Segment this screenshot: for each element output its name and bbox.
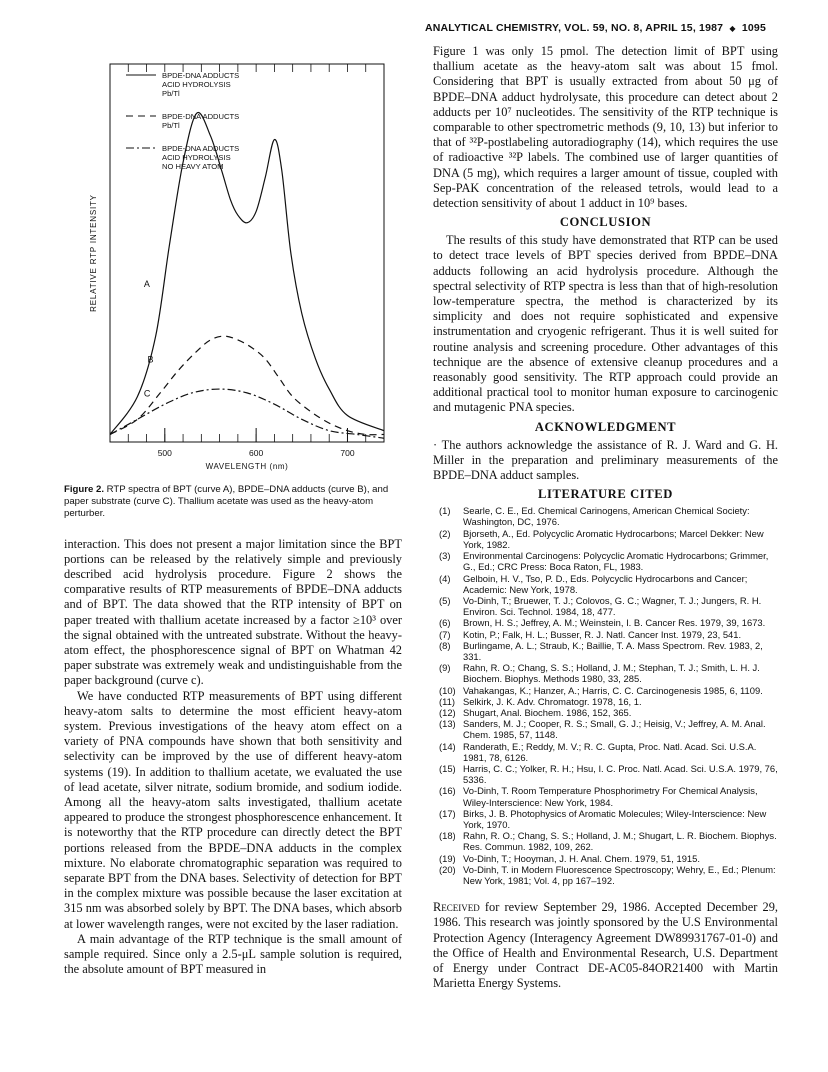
y-axis-label: RELATIVE RTP INTENSITY [89, 194, 98, 312]
rtp-spectra-chart [64, 44, 402, 484]
reference-text: Brown, H. S.; Jeffrey, A. M.; Weinstein, I. B. Cancer Res. 1979, 39, 1673. [463, 617, 766, 629]
reference-number: (15) [439, 762, 456, 774]
reference-text: Vo-Dinh, T.; Bruewer, T. J.; Colovos, G. C.; Wagner, T. J.; Jungers, R. H. Environ. Sci. Technol. 1984, 18, 477. [463, 594, 762, 618]
legend-text: ACID HYDROLYSIS [162, 80, 231, 89]
left-paragraph-1: interaction. This does not present a major limitation since the BPT portions can be released by the relatively simple and previously described acid hydrolysis procedure. Figure 2 shows the comparative results of RTP measurements of BPDE–DNA adducts and of BPT. The data showed that the RTP intensity of BPT on paper treated with thallium acetate increased by a factor ≥10³ over the signal obtained with the untreated substrate. Without the heavy-atom effect, the phosphorescence signal of BPT on Whatman 42 paper substrate was extremely weak and undistinguishable from the paper background (curve c). [64, 536, 402, 688]
reference-item [433, 853, 778, 864]
page-number: 1095 [741, 22, 766, 34]
reference-number: (17) [439, 807, 456, 819]
reference-text: Sanders, M. J.; Cooper, R. S.; Small, G. J.; Heisig, V.; Jeffrey, A. M. Anal. Chem. 1985, 57, 1148. [463, 718, 766, 741]
legend-text: Pb/Tl [162, 121, 180, 130]
reference-item [433, 617, 778, 628]
reference-text: Vo-Dinh, T. in Modern Fluorescence Spectroscopy; Wehry, E., Ed.; Plenum: New York, 1981; Vol. 4, pp 167–192. [463, 863, 776, 886]
reference-item [433, 662, 778, 684]
reference-item [433, 595, 778, 617]
conclusion-heading: CONCLUSION [559, 215, 652, 230]
reference-text: Rahn, R. O.; Chang, S. S.; Holland, J. M.; Stephan, T. J.; Smith, L. H. J. Biochem. Biophys. Methods 1980, 33, 285. [463, 662, 760, 685]
reference-number: (12) [439, 706, 456, 718]
reference-number: (3) [439, 550, 451, 562]
reference-item [433, 573, 778, 595]
curve-b [110, 336, 384, 435]
reference-item [433, 830, 778, 852]
plot-frame [110, 64, 384, 442]
left-column [64, 44, 402, 978]
curve-label-b: B [147, 354, 154, 365]
reference-item [433, 718, 778, 740]
right-intro-paragraph: Figure 1 was only 15 pmol. The detection limit of BPT using thallium acetate as the heavy-atom salt was about 15 fmol. Considering that BPT is usually extracted from about 50 μg of BPDE–DNA adduct hydrolysate, this procedure can detect about 2 adducts per 10⁷ nucleotides. The sensitivity of the RTP technique is comparable to other spectrometric methods (9, 10, 13) but inferior to that of ³²P-postlabeling autoradiography (14), which requires the use of radioactive ³²P labels. The combined use of larger quantities of DNA (5 mg), which requires a larger amount of tissue, coupled with Sep-PAK concentration of the released tetrols, would lead to a detection sensitivity of about 1 adduct in 10⁹ bases. [433, 44, 778, 211]
reference-item [433, 640, 778, 662]
reference-number: (5) [439, 594, 451, 606]
reference-text: Burlingame, A. L.; Straub, K.; Baillie, T. A. Mass Spectrom. Rev. 1983, 2, 331. [463, 639, 763, 662]
reference-text: Vahakangas, K.; Hanzer, A.; Harris, C. C. Carcinogenesis 1985, 6, 1109. [463, 684, 763, 696]
reference-number: (18) [439, 830, 456, 842]
reference-number: (9) [439, 662, 451, 674]
legend-text: BPDE-DNA ADDUCTS [162, 71, 240, 80]
figure-2 [64, 44, 402, 484]
reference-number: (19) [439, 852, 456, 864]
legend-text: NO HEAVY ATOM [162, 162, 224, 171]
reference-text: Shugart, Anal. Biochem. 1986, 152, 365. [463, 706, 632, 718]
right-column [433, 44, 778, 991]
reference-number: (20) [439, 863, 456, 875]
reference-item [433, 696, 778, 707]
conclusion-paragraph: The results of this study have demonstrated that RTP can be used to detect trace levels of BPT species derived from BPDE–DNA adducts following an acid hydrolysis procedure. Although the spectral selectivity of RTP spectra is less than that of high-resolution low-temperature spectra, the method is characterized by its simplicity and does not require sophisticated and expensive instrumentation and cryogenic refrigerant. Thus it is well suited for routine analysis and screening procedure. Other advantages of this technique are the absence of extensive cleanup procedures and a reasonably good sensitivity. The RTP approach could provide an additional practical tool to monitor human exposure to carcinogenic and mutagenic PNA species. [433, 233, 778, 415]
reference-number: (10) [439, 684, 456, 696]
reference-item [433, 505, 778, 527]
reference-item [433, 550, 778, 572]
reference-item [433, 808, 778, 830]
x-tick-label: 700 [340, 448, 355, 458]
reference-item [433, 785, 778, 807]
x-tick-label: 600 [249, 448, 264, 458]
journal-citation: ANALYTICAL CHEMISTRY, VOL. 59, NO. 8, APRIL 15, 1987 [424, 22, 724, 34]
running-header [425, 22, 766, 34]
reference-number: (1) [439, 505, 451, 517]
reference-number: (6) [439, 617, 451, 629]
reference-number: (8) [439, 639, 451, 651]
figure-caption [64, 484, 402, 521]
left-paragraph-3: A main advantage of the RTP technique is the small amount of sample required. Since only a 2.5-μL sample solution is required, the absolute amount of BPT measured in [64, 931, 402, 977]
reference-item [433, 707, 778, 718]
reference-item [433, 763, 778, 785]
reference-text: Harris, C. C.; Yolker, R. H.; Hsu, I. C. Proc. Natl. Acad. Sci. U.S.A. 1979, 76, 5336. [463, 762, 778, 786]
bullet-icon: ◆ [729, 24, 736, 33]
legend-text: BPDE-DNA ADDUCTS [162, 144, 240, 153]
reference-item [433, 685, 778, 696]
received-label: Received [433, 900, 480, 915]
reference-number: (16) [439, 785, 456, 797]
reference-text: Randerath, E.; Reddy, M. V.; R. C. Gupta, Proc. Natl. Acad. Sci. U.S.A. 1981, 78, 6126. [463, 740, 757, 763]
left-paragraph-2: We have conducted RTP measurements of BPT using different heavy-atom salts to determine the most efficient heavy-atom system. Previous investigations of the heavy atom effect on a variety of PNA compounds have shown that both sensitivity and selectivity can be improved by the use of different heavy-atom systems (19). In addition to thallium acetate, we evaluated the use of lead acetate, silver nitrate, sodium bromide, and sodium iodide. Among all the heavy-atom salts investigated, thallium acetate appeared to produce the strongest phosphorescence enhancement. It is noteworthy that the RTP procedure can directly detect the BPT portions released from the BPDE–DNA adducts in the complex mixture. No elaborate chromatographic separation was required to separate BPT from the DNA bases. Selectivity of detection for BPT in the complex mixture was possible because the laser excitation at 315 nm was absorbed solely by BPT. The DNA bases, which absorb at lower wavelength ranges, were not excited by the laser radiation. [64, 688, 402, 931]
reference-number: (11) [439, 695, 455, 707]
reference-text: Searle, C. E., Ed. Chemical Carinogens, American Chemical Society: Washington, DC, 1976. [463, 505, 750, 528]
curve-c [110, 389, 384, 438]
reference-text: Birks, J. B. Photophysics of Aromatic Molecules; Wiley-Interscience: New York, 1970. [463, 807, 767, 830]
reference-number: (2) [439, 527, 451, 539]
reference-number: (4) [439, 572, 451, 584]
reference-text: Kotin, P.; Falk, H. L.; Busser, R. J. Natl. Cancer Inst. 1979, 23, 541. [463, 628, 742, 640]
received-note [433, 900, 778, 991]
literature-heading: LITERATURE CITED [538, 487, 673, 502]
reference-number: (7) [439, 628, 451, 640]
legend-text: Pb/Tl [162, 89, 180, 98]
reference-item [433, 864, 778, 886]
reference-text: Gelboin, H. V., Tso, P. D., Eds. Polycyclic Hydrocarbons and Cancer; Academic: New York, 1978. [463, 572, 748, 595]
reference-list [433, 505, 778, 886]
acknowledgment-paragraph: · The authors acknowledge the assistance of R. J. Ward and G. H. Miller in the preparation and preliminary measurements of the BPDE–DNA adduct samples. [433, 437, 778, 483]
x-axis-label: WAVELENGTH (nm) [205, 462, 289, 471]
reference-text: Rahn, R. O.; Chang, S. S.; Holland, J. M.; Shugart, L. R. Biochem. Biophys. Res. Commun. 1982, 109, 262. [463, 830, 777, 853]
caption-label: Figure 2. [64, 484, 104, 495]
reference-item [433, 528, 778, 550]
curve-label-a: A [143, 279, 150, 290]
curve-label-c: C [143, 388, 151, 399]
reference-text: Environmental Carcinogens: Polycyclic Aromatic Hydrocarbons; Grimmer, G., Ed.; CRC Press: Boca Raton, FL, 1983. [463, 550, 769, 573]
reference-text: Vo-Dinh, T.; Hooyman, J. H. Anal. Chem. 1979, 51, 1915. [463, 852, 700, 864]
curve-a [110, 112, 384, 434]
legend-text: BPDE-DNA ADDUCTS [162, 112, 240, 121]
reference-number: (14) [439, 740, 456, 752]
reference-item [433, 629, 778, 640]
reference-number: (13) [439, 718, 456, 730]
caption-text: RTP spectra of BPT (curve A), BPDE–DNA adducts (curve B), and paper substrate (curve C). Thallium acetate was used as the heavy-atom perturber. [64, 484, 389, 520]
acknowledgment-heading: ACKNOWLEDGMENT [534, 419, 677, 434]
reference-text: Vo-Dinh, T. Room Temperature Phosphorimetry For Chemical Analysis, Wiley-Interscience: New York, 1984. [463, 785, 758, 808]
reference-item [433, 741, 778, 763]
received-text: for review September 29, 1986. Accepted December 29, 1986. This research was jointly sponsored by the U.S Environmental Protection Agency (Interagency Agreement DW89931767-01-0) and the Office of Health and Environmental Research, U.S. Department of Energy under Contract DE-AC05-84OR21400 with Martin Marietta Energy Systems. [433, 900, 778, 991]
reference-text: Selkirk, J. K. Adv. Chromatogr. 1978, 16, 1. [463, 695, 642, 707]
reference-text: Bjorseth, A., Ed. Polycyclic Aromatic Hydrocarbons; Marcel Dekker: New York, 1982. [463, 527, 764, 550]
legend-text: ACID HYDROLYSIS [162, 153, 231, 162]
x-tick-label: 500 [157, 448, 172, 458]
